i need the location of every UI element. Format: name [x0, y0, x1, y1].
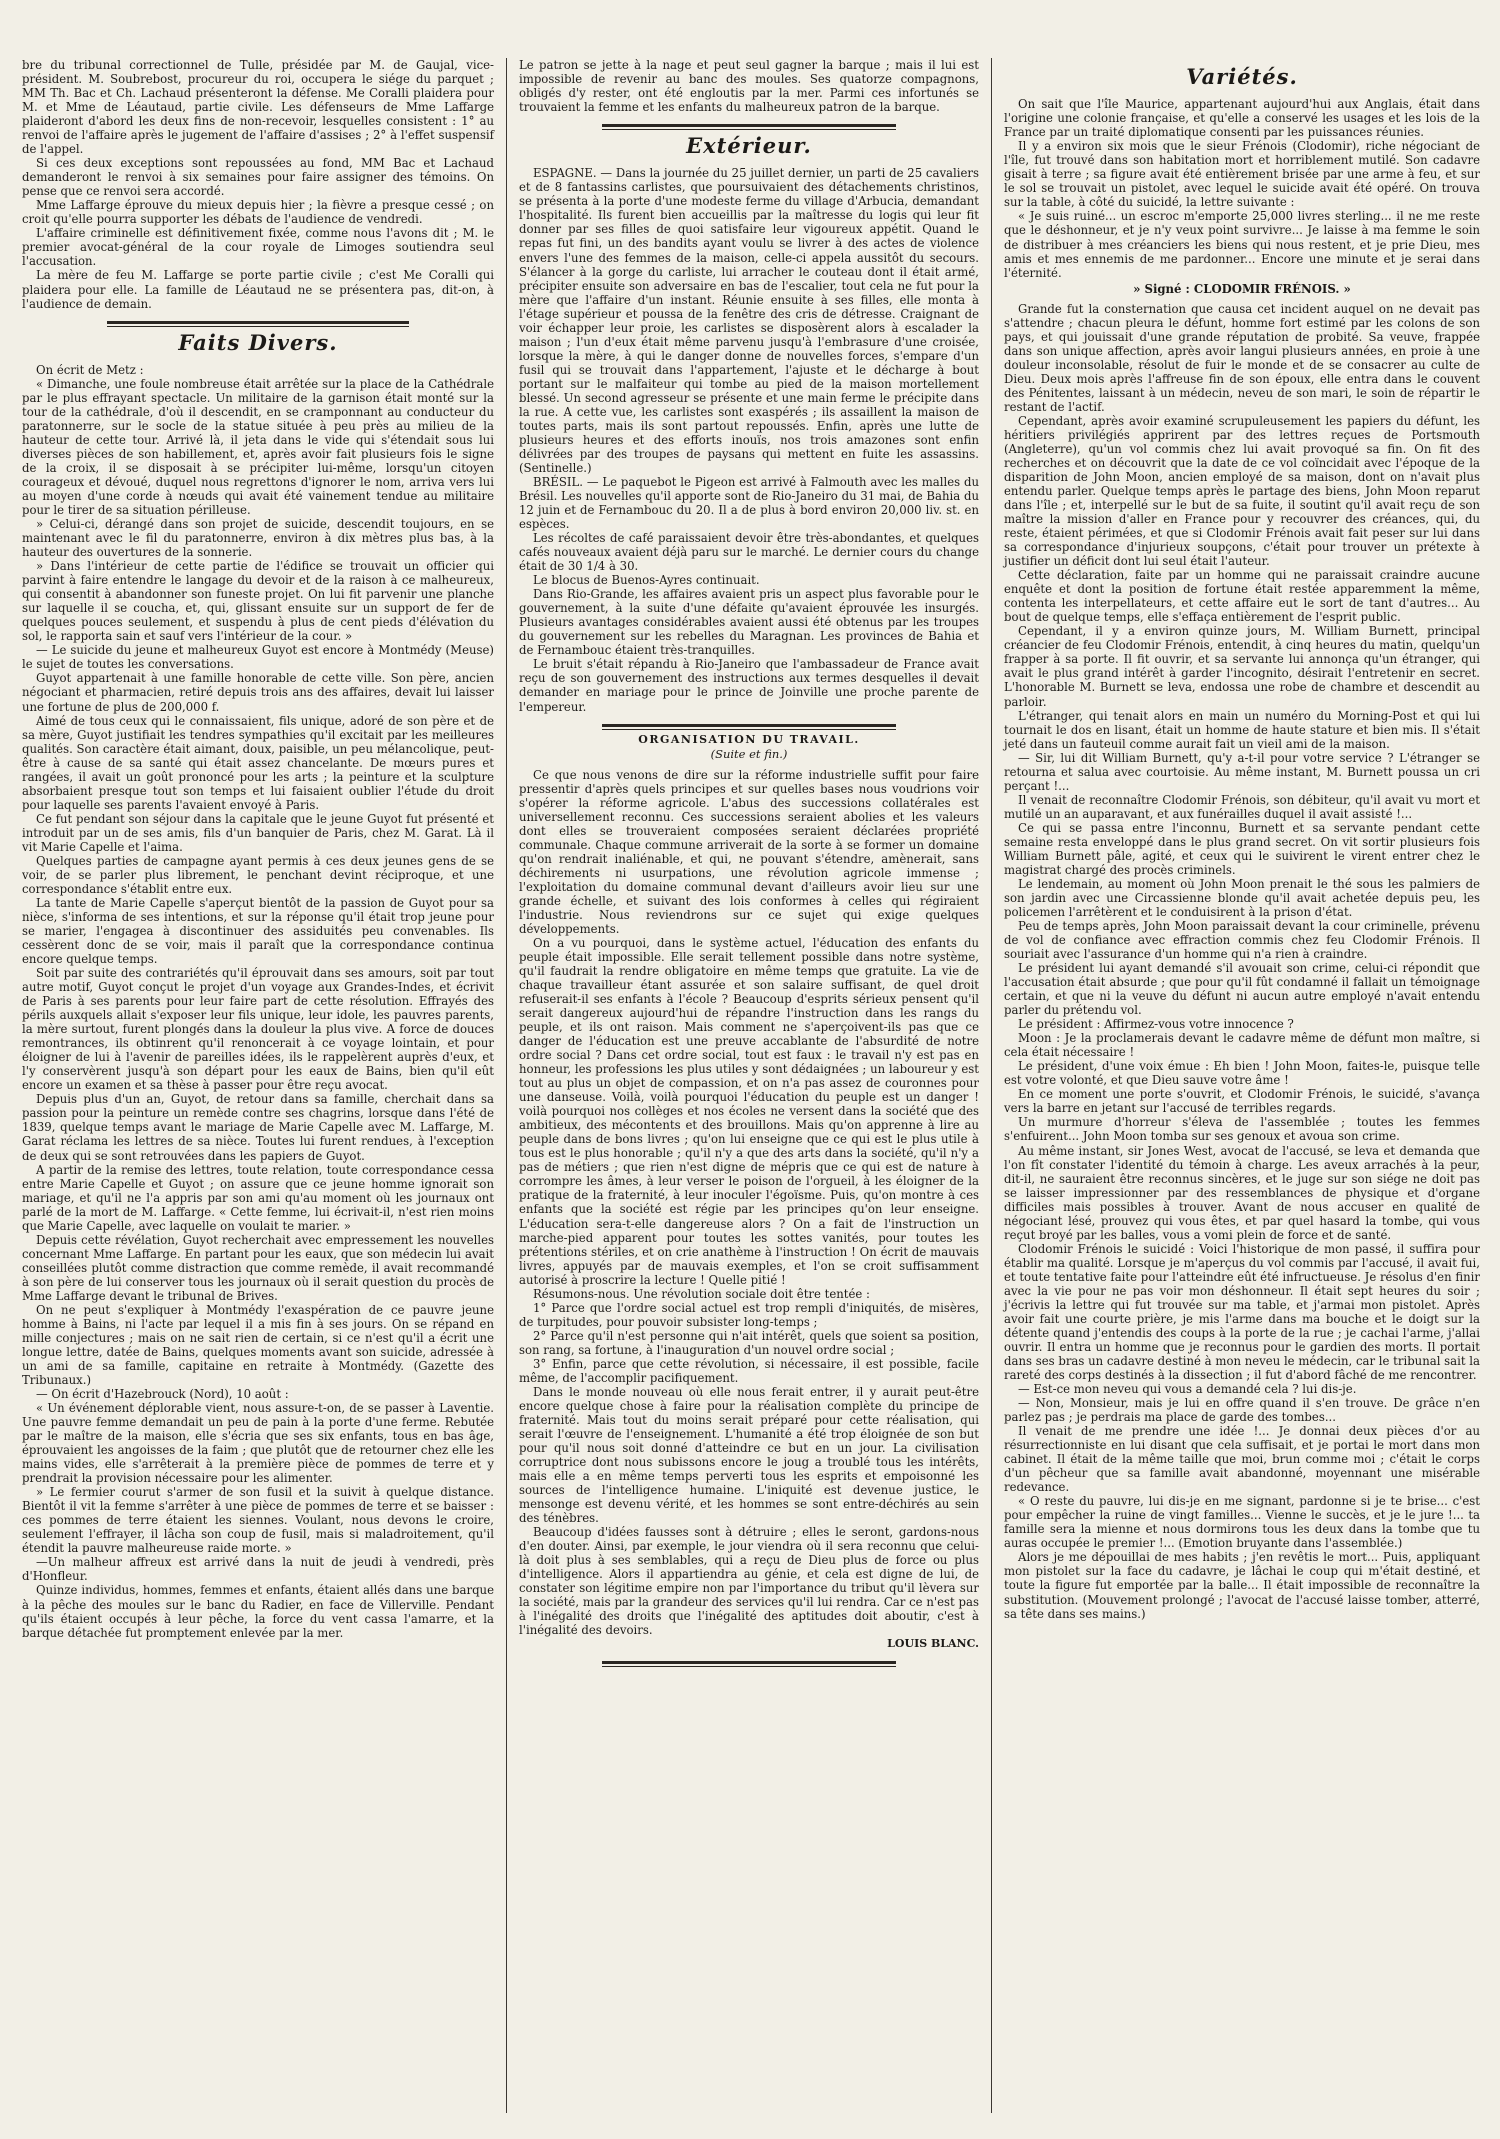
paragraph: 3° Enfin, parce que cette révolution, si nécessaire, il est possible, facile même, de l'accomplir pacifiquement. — [519, 1356, 979, 1385]
paragraph: L'affaire criminelle est définitivement fixée, comme nous l'avons dit ; M. le premier avocat-général de la cour royale de Limoges soutiendra seul l'accusation. — [22, 226, 494, 269]
section-heading-exterieur: Extérieur. — [686, 133, 812, 159]
paragraph: » Dans l'intérieur de cette partie de l'édifice se trouvait un officier qui parvint à faire entendre le langage du devoir et de la raison à ce malheureux, qui consentit à abandonner son funeste projet. On lui fit parvenir une planche sur laquelle il se coucha, et, qui, glissant ensuite sur un support de fer de quelques pouces seulement, et suspendu à plus de cent pieds d'élévation du sol, le rapporta sain et sauf vers l'intérieur de la cour. » — [22, 559, 494, 644]
section-divider — [602, 1661, 896, 1664]
section-divider — [602, 724, 896, 727]
paragraph: 1° Parce que l'ordre social actuel est trop rempli d'iniquités, de misères, de turpitudes, pour pouvoir subsister long-temps ; — [519, 1300, 979, 1329]
paragraph: » Le fermier courut s'armer de son fusil et la suivit à quelque distance. Bientôt il vit la femme s'arrêter à une pièce de pommes de terre et se baisser : ces pommes de terre étaient les siennes. Voulant, nous devons le croire, seulement l'effrayer, il lâcha son coup de fusil, mais si maladroitement, qu'il étendit la pauvre malheureuse raide morte. » — [22, 1485, 494, 1556]
paragraph: Le président : Affirmez-vous votre innocence ? — [1018, 1017, 1294, 1032]
paragraph: 2° Parce qu'il n'est personne qui n'ait intérêt, quels que soient sa position, son rang, sa fortune, à l'inauguration d'un nouvel ordre social ; — [519, 1328, 979, 1357]
paragraph: Un murmure d'horreur s'éleva de l'assemblée ; toutes les femmes s'enfuirent... John Moon tomba sur ses genoux et avoua son crime. — [1004, 1115, 1480, 1144]
paragraph: Depuis plus d'un an, Guyot, de retour dans sa famille, cherchait dans sa passion pour la peinture un remède contre ses chagrins, lorsque dans l'été de 1839, quelque temps avant le mariage de Marie Capelle avec M. Laffarge, M. Garat réclama les lettres de sa nièce. Toutes lui furent rendues, à l'exception de deux qui se sont retrouvées dans les papiers de Guyot. — [22, 1092, 494, 1163]
paragraph: Il venait de me prendre une idée !... Je donnai deux pièces d'or au résurrectionniste en lui disant que cela suffisait, et je portai le mort dans mon cabinet. Il était de la même taille que moi, brun comme moi ; c'était le corps d'un pêcheur que sa famille avait abandonné, moyennant une misérable redevance. — [1004, 1424, 1480, 1495]
column-1 — [22, 58, 506, 2113]
paragraph: Ce que nous venons de dire sur la réforme industrielle suffit pour faire pressentir d'après quels principes et sur quelles bases nous voudrions voir s'opérer la réforme agricole. L'abus des successions collatérales est universellement reconnu. Ces successions seraient abolies et les valeurs dont elles se trouveraient composées seraient déclarées propriété communale. Chaque commune arriverait de la sorte à se former un domaine qu'on rendrait inaliénable, et qui, ne pouvant s'étendre, amènerait, sans déchirements ni usurpations, une révolution agricole immense ; l'exploitation du domaine communal devant d'ailleurs avoir lieu sur une grande échelle, et suivant des lois conformes à celles qui régiraient l'industrie. Nous reviendrons sur ce sujet qui exige quelques développements. — [519, 767, 979, 936]
paragraph: La mère de feu M. Laffarge se porte partie civile ; c'est Me Coralli qui plaidera pour elle. La famille de Léautaud ne se présentera pas, dit-on, à l'audience de demain. — [22, 268, 494, 311]
paragraph: Le lendemain, au moment où John Moon prenait le thé sous les palmiers de son jardin avec une Circassienne blonde qu'il avait achetée depuis peu, les policemen l'arrêtèrent et le conduisirent à la prison d'état. — [1004, 876, 1480, 919]
paragraph: — Non, Monsieur, mais je lui en offre quand il s'en trouve. De grâce n'en parlez pas ; je perdrais ma place de garde des tombes... — [1004, 1396, 1480, 1425]
paragraph: En ce moment une porte s'ouvrit, et Clodomir Frénois, le suicidé, s'avança vers la barre en jetant sur l'accusé de terribles regards. — [1004, 1087, 1480, 1116]
paragraph: Dans Rio-Grande, les affaires avaient pris un aspect plus favorable pour le gouvernement, à la suite d'une défaite qu'avaient éprouvée les insurgés. Plusieurs avantages considérables avaient aussi été obtenus par les troupes du gouvernement sur les rebelles du Maragnan. Les provinces de Bahia et de Fernambouc étaient très-tranquilles. — [519, 587, 979, 658]
paragraph: Les récoltes de café paraissaient devoir être très-abondantes, et quelques cafés nouveaux avaient déjà paru sur le marché. Le dernier cours du change était de 30 1/4 à 30. — [519, 531, 979, 574]
paragraph: Peu de temps après, John Moon paraissait devant la cour criminelle, prévenu de vol de confiance avec effraction commis chez feu Clodomir Frénois. Il souriait avec l'assurance d'un homme qui n'a rien à craindre. — [1004, 919, 1480, 962]
section-heading-faits-divers: Faits Divers. — [178, 329, 338, 355]
paragraph: Il venait de reconnaître Clodomir Frénois, son débiteur, qu'il avait vu mort et mutilé un an auparavant, et aux funérailles duquel il avait assisté !... — [1004, 792, 1480, 821]
varietes-section — [1004, 97, 1480, 1620]
paragraph: Ce qui se passa entre l'inconnu, Burnett et sa servante pendant cette semaine resta enveloppé dans le plus grand secret. On vit sortir plusieurs fois William Burnett pâle, agité, et ceux qui le suivirent le virent entrer chez le magistrat chargé des procès criminels. — [1004, 820, 1480, 877]
paragraph: Quinze individus, hommes, femmes et enfants, étaient allés dans une barque à la pêche des moules sur le banc du Radier, en face de Villerville. Pendant qu'ils étaient occupés à leur pêche, la force du vent cassa l'amarre, et la barque détachée fut promptement enlevée par la mer. — [22, 1583, 494, 1640]
paragraph: — Le suicide du jeune et malheureux Guyot est encore à Montmédy (Meuse) le sujet de toutes les conversations. — [22, 643, 494, 672]
faits-divers-section — [22, 363, 494, 1640]
author-signature: LOUIS BLANC. — [887, 1637, 979, 1651]
paragraph: Il y a environ six mois que le sieur Frénois (Clodomir), riche négociant de l'île, fut trouvé dans son habitation mort et horriblement mutilé. Son cadavre gisait à terre ; sa figure avait été entièrement brisée par une arme à feu, et sur le sol se trouvait un pistolet, avec lequel le suicide avait été opéré. On trouva sur la table, à côté du suicidé, la lettre suivante : — [1004, 139, 1480, 210]
paragraph: Alors je me dépouillai de mes habits ; j'en revêtis le mort... Puis, appliquant mon pistolet sur la face du cadavre, je lâchai le coup qui m'était destiné, et toute la figure fut emportée par la balle... Il était impossible de reconnaître la substitution. (Mouvement prolongé ; l'avocat de l'accusé laisse tomber, atterré, sa tête dans ses mains.) — [1004, 1550, 1480, 1621]
section-heading-varietes: Variétés. — [1186, 64, 1298, 89]
paragraph: « Dimanche, une foule nombreuse était arrêtée sur la place de la Cathédrale par le plus effrayant spectacle. Un militaire de la garnison était monté sur la tour de la cathédrale, d'où il descendit, en se cramponnant au conducteur du paratonnerre, sur le socle de la statue située à peu près au milieu de la hauteur de cette tour. Arrivé là, il jeta dans le vide qui s'étendait sous lui diverses pièces de son habillement, et, après avoir fait plusieurs fois le signe de la croix, il se disposait à se précipiter lui-même, lorsqu'un citoyen courageux et dévoué, duquel nous regrettons d'ignorer le nom, arriva vers lui au moyen d'une corde à nœuds qui avait été vainement tendue au militaire pour le tirer de sa situation périlleuse. — [22, 376, 494, 518]
paragraph: Moon : Je la proclamerais devant le cadavre même de défunt mon maître, si cela était nécessaire ! — [1004, 1031, 1480, 1060]
column-3 — [992, 58, 1480, 2113]
paragraph: — On écrit d'Hazebrouck (Nord), 10 août : — [36, 1387, 289, 1402]
paragraph: Cette déclaration, faite par un homme qui ne paraissait craindre aucune enquête et dont la position de fortune était restée apparemment la même, contenta les interpellateurs, et cette affaire eut le sort de tant d'autres... Au bout de quelque temps, elle s'effaça entièrement de l'esprit public. — [1004, 568, 1480, 625]
paragraph: Résumons-nous. Une révolution sociale doit être tentée : — [533, 1286, 870, 1301]
paragraph: A partir de la remise des lettres, toute relation, toute correspondance cessa entre Marie Capelle et Guyot ; on assure que ce jeune homme ignorait son mariage, et qu'il ne l'a appris par son ami qu'au moment où les journaux ont parlé de la mort de M. Laffarge. « Cette femme, lui écrivait-il, n'est rien moins que Marie Capelle, avec laquelle on voulait te marier. » — [22, 1162, 494, 1233]
exterieur-section — [519, 166, 979, 713]
paragraph: On sait que l'île Maurice, appartenant aujourd'hui aux Anglais, était dans l'origine une colonie française, et qu'elle a conservé les usages et les lois de la France par un traité diplomatique consenti par les puissances réunies. — [1004, 97, 1480, 140]
paragraph: Dans le monde nouveau où elle nous ferait entrer, il y aurait peut-être encore quelque chose à faire pour la réalisation complète du principe de fraternité. Mais tout du moins serait préparé pour cette réalisation, qui serait l'œuvre de l'enseignement. L'humanité a été trop éloignée de son but pour qu'il nous soit donné d'atteindre ce but en un jour. La civilisation corruptrice dont nous subissons encore le joug a troublé tous les intérêts, mais elle a en même temps perverti tous les esprits et empoisonné les sources de l'intelligence humaine. L'iniquité est devenue justice, le mensonge est devenu vérité, et les hommes se sont entre-déchirés au sein des ténèbres. — [519, 1384, 979, 1526]
paragraph: Le patron se jette à la nage et peut seul gagner la barque ; mais il lui est impossible de revenir au banc des moules. Ses quatorze compagnons, obligés d'y rester, ont été engloutis par la mer. Parmi ces infortunés se trouvaient la femme et les enfants du malheureux patron de la barque. — [519, 58, 979, 115]
paragraph: Soit par suite des contrariétés qu'il éprouvait dans ses amours, soit par tout autre motif, Guyot conçut le projet d'un voyage aux Grandes-Indes, et écrivit de Paris à ses parents pour leur faire part de cette résolution. Effrayés des périls auxquels allait s'exposer leur fils unique, leur idole, les pauvres parents, la mère surtout, furent plongés dans la douleur la plus vive. A force de douces remontrances, ils obtinrent qu'il renoncerait à ce voyage lointain, et pour éloigner de lui à l'avenir de pareilles idées, ils le rappelèrent auprès d'eux, et l'y conservèrent jusqu'à son départ pour les eaux de Bains, bien qu'il eût encore un examen et sa thèse à passer pour être reçu avocat. — [22, 966, 494, 1093]
paragraph: bre du tribunal correctionnel de Tulle, présidée par M. de Gaujal, vice-président. M. Soubrebost, procureur du roi, occupera le siége du parquet ; MM Th. Bac et Ch. Lachaud présenteront la défense. Me Coralli plaidera pour M. et Mme de Léautaud, partie civile. Les défenseurs de Mme Laffarge plaideront d'abord les deux fins de non-recevoir, lesquelles consistent : 1° au renvoi de l'affaire après le jugement de l'affaire d'assises ; 2° à l'effet suspensif de l'appel. — [22, 58, 494, 157]
article-heading-organisation: ORGANISATION DU TRAVAIL. — [638, 732, 860, 746]
paragraph: — Est-ce mon neveu qui vous a demandé cela ? lui dis-je. — [1018, 1382, 1357, 1397]
paragraph: Cependant, il y a environ quinze jours, M. William Burnett, principal créancier de feu Clodomir Frénois, entendit, à cinq heures du matin, quelqu'un frapper à sa porte. Il fit ouvrir, et sa servante lui annonça qu'un étranger, qui avait le plus grand intérêt à garder l'incognito, désirait l'entretenir en secret. L'honorable M. Burnett se leva, endossa une robe de chambre et descendit au parloir. — [1004, 624, 1480, 709]
paragraph: Aimé de tous ceux qui le connaissaient, fils unique, adoré de son père et de sa mère, Guyot justifiait les tendres sympathies qu'il excitait par les meilleures qualités. Son caractère était aimant, doux, paisible, un peu mélancolique, peut-être à cause de sa santé qui était assez chancelante. De mœurs pures et rangées, il avait un goût prononcé pour les arts ; la peinture et la sculpture absorbaient presque tout son temps et lui faisaient oublier l'étude du droit pour laquelle ses parents l'avaient envoyé à Paris. — [22, 713, 494, 812]
paragraph: « Un événement déplorable vient, nous assure-t-on, de se passer à Laventie. Une pauvre femme demandait un peu de pain à la porte d'une ferme. Rebutée par le maître de la maison, elle s'écria que ses six enfants, tous en bas âge, éprouvaient les angoisses de la faim ; que plutôt que de retourner chez elle les mains vides, elle s'arrêterait à la première pièce de pommes de terre et y prendrait la provision nécessaire pour les alimenter. — [22, 1401, 494, 1486]
paragraph: « O reste du pauvre, lui dis-je en me signant, pardonne si je te brise... c'est pour empêcher la ruine de vingt familles... Vienne le succès, et je le jure !... ta famille sera la mienne et nous dormirons tous les deux dans la tombe que tu auras occupée le premier !... (Emotion bruyante dans l'assemblée.) — [1004, 1494, 1480, 1551]
paragraph: ESPAGNE. — Dans la journée du 25 juillet dernier, un parti de 25 cavaliers et de 8 fantassins carlistes, que poursuivaient des détachements christinos, se présenta à la porte d'une modeste ferme du village d'Arbucia, demandant l'hospitalité. Ils furent bien accueillis par la maîtresse du logis qui leur fit donner par ses filles de quoi satisfaire leur vigoureux appétit. Quand le repas fut fini, un des bandits ayant voulu se livrer à des actes de violence envers l'une des femmes de la maison, celle-ci appela aussitôt du secours. S'élancer à la gorge du carliste, lui arracher le couteau dont il était armé, précipiter ensuite son adversaire en bas de l'escalier, tout cela ne fut pour la mère que l'affaire d'un instant. Réunie ensuite à ses filles, elle monta à l'étage supérieur et poussa de la fenêtre des cris de détresse. Craignant de voir échapper leur proie, les carlistes se disposèrent alors à escalader la maison ; l'un d'eux était même parvenu jusqu'à l'embrasure d'une croisée, lorsque la mère, à qui le danger donne de nouvelles forces, s'empare d'un fusil qui se trouvait dans l'appartement, l'ajuste et le décharge à bout portant sur le malfaiteur qui tombe au pied de la maison mortellement blessé. Un second agresseur se présente et une main ferme le précipite dans la rue. A cette vue, les carlistes sont exaspérés ; ils assaillent la maison de toutes parts, mais ils sont partout repoussés. Enfin, après une lutte de plusieurs heures et des efforts inouïs, nos trois amazones sont enfin délivrées par des troupes de paysans qui mettent en fuite les assassins. (Sentinelle.) — [519, 166, 979, 475]
paragraph: Le président lui ayant demandé s'il avouait son crime, celui-ci répondit que l'accusation était absurde ; que pour qu'il fût condamné il fallait un témoignage certain, et que ni la veuve du défunt ni aucun autre employé n'avait entendu parler du prétendu vol. — [1004, 961, 1480, 1018]
section-divider — [107, 321, 409, 324]
paragraph: Cependant, après avoir examiné scrupuleusement les papiers du défunt, les héritiers privilégiés apprirent par des lettres reçues de Portsmouth (Angleterre), qu'un vol commis chez lui avait provoqué sa fin. On fit des recherches et on découvrit que la date de ce vol coïncidait avec l'époque de la disparition de John Moon, ancien employé de sa maison, dont on n'avait plus entendu parler. Quelque temps après le partage des biens, John Moon reparut dans l'île ; et, interpellé sur le but de sa fuite, il soutint qu'il avait reçu de son maître la mission d'aller en France pour y recouvrer des créances, qui, du reste, étaient périmées, et que si Clodomir Frénois avait fait peser sur lui dans sa correspondance d'injurieux soupçons, c'était pour trouver un prétexte à justifier un déficit dont lui seul était l'auteur. — [1004, 413, 1480, 569]
columns — [22, 58, 1478, 2113]
paragraph: Le président, d'une voix émue : Eh bien ! John Moon, faites-le, puisque telle est votre volonté, et que Dieu sauve votre âme ! — [1004, 1059, 1480, 1088]
paragraph: Ce fut pendant son séjour dans la capitale que le jeune Guyot fut présenté et introduit par un de ses amis, fils d'un banquier de Paris, chez M. Garat. Là il vit Marie Capelle et l'aima. — [22, 811, 494, 854]
section-divider — [602, 124, 896, 127]
paragraph: La tante de Marie Capelle s'aperçut bientôt de la passion de Guyot pour sa nièce, s'informa de ses intentions, et sur la réponse qu'il était trop jeune pour se marier, l'engagea à discontinuer des assiduités peu convenables. Ils cessèrent donc de se voir, mais il paraît que la correspondance continua encore quelque temps. — [22, 895, 494, 967]
paragraph: Mme Laffarge éprouve du mieux depuis hier ; la fièvre a presque cessé ; on croit qu'elle pourra supporter les débats de l'audience de vendredi. — [22, 198, 494, 227]
organisation-article — [519, 768, 979, 1638]
paragraph: Au même instant, sir Jones West, avocat de l'accusé, se leva et demanda que l'on fît constater l'identité du témoin à charge. Les aveux arrachés à la peur, dit-il, ne sauraient être reconnus sincères, et le juge sur son siége ne doit pas se laisser impressionner par des ressemblances de physique et d'organe difficiles mais possibles à trouver. Avant de nous accuser en qualité de négociant lésé, prouvez qui vous êtes, et par quel hasard la tombe, qui vous reçut broyé par les balles, vous a vomi plein de force et de santé. — [1004, 1143, 1480, 1242]
paragraph: BRÉSIL. — Le paquebot le Pigeon est arrivé à Falmouth avec les malles du Brésil. Les nouvelles qu'il apporte sont de Rio-Janeiro du 31 mai, de Bahia du 12 juin et de Fernambouc du 20. Il a de plus à bord environ 20,000 liv. st. en espèces. — [519, 475, 979, 532]
paragraph: Si ces deux exceptions sont repoussées au fond, MM Bac et Lachaud demanderont le renvoi à six semaines pour faire assigner des témoins. On pense que ce renvoi sera accordé. — [22, 156, 494, 199]
paragraph: On ne peut s'expliquer à Montmédy l'exaspération de ce pauvre jeune homme à Bains, ni l'acte par lequel il a mis fin à ses jours. On se répand en mille conjectures ; mais on ne sait rien de certain, si ce n'est qu'il a écrit une longue lettre, datée de Bains, quelques moments avant son suicide, adressée à un ami de sa famille, capitaine en retraite à Montmédy. (Gazette des Tribunaux.) — [22, 1302, 494, 1387]
paragraph: —Un malheur affreux est arrivé dans la nuit de jeudi à vendredi, près d'Honfleur. — [22, 1555, 494, 1584]
letter-signature: » Signé : CLODOMIR FRÉNOIS. » — [1133, 281, 1351, 296]
paragraph: Le blocus de Buenos-Ayres continuait. — [533, 573, 760, 588]
paragraph: Quelques parties de campagne ayant permis à ces deux jeunes gens de se voir, de se parler plus librement, le penchant devint réciproque, et une correspondance s'établit entre eux. — [22, 853, 494, 896]
column-2 — [507, 58, 991, 2113]
paragraph: Clodomir Frénois le suicidé : Voici l'historique de mon passé, il suffira pour établir ma qualité. Lorsque je m'aperçus du vol commis par l'accusé, il avait fui, et toute tentative faite pour l'atteindre eût été infructueuse. Je résolus d'en finir avec la vie pour ne pas voir mon déshonneur. Il était sept heures du soir ; j'écrivis la lettre qui fut trouvée sur ma table, et j'armai mon pistolet. Après avoir fait une courte prière, je mis l'arme dans ma bouche et le doigt sur la détente quand j'entendis des coups à la porte de la rue ; je cachai l'arme, j'allai ouvrir. Il entra un homme que je reconnus pour le gardien des morts. Il portait dans ses bras un cadavre destiné à mon neveu le médecin, car le tribunal sait la rareté des corps destinés à la dissection ; il fut d'abord fâché de me rencontrer. — [1004, 1241, 1480, 1382]
paragraph: « Je suis ruiné... un escroc m'emporte 25,000 livres sterling... il ne me reste que le déshonneur, et je n'y veux point survivre... Je laisse à ma femme le soin de distribuer à mes créanciers les biens qui nous restent, et je prie Dieu, mes amis et mes ennemis de me pardonner... Encore une minute et je serai dans l'éternité. — [1004, 209, 1480, 280]
paragraph: Grande fut la consternation que causa cet incident auquel on ne devait pas s'attendre ; chacun pleura le défunt, homme fort estimé par les colons de son pays, et qui jouissait d'une grande réputation de probité. Sa veuve, frappée dans son unique affection, après avoir langui plusieurs années, en proie à une douleur inconsolable, résolut de fuir le monde et de se consacrer au culte de Dieu. Deux mois après l'affreuse fin de son époux, elle entra dans le couvent des Pénitentes, laissant à un médecin, neveu de son mari, le soin de répartir le restant de l'actif. — [1004, 301, 1480, 414]
article-subtitle: (Suite et fin.) — [710, 746, 788, 761]
tribunal-report — [22, 58, 494, 311]
paragraph: » Celui-ci, dérangé dans son projet de suicide, descendit toujours, en se maintenant avec le fil du paratonnerre, environ à dix mètres plus bas, à la hauteur des ouvertures de la sonnerie. — [22, 517, 494, 560]
paragraph: On écrit de Metz : — [36, 362, 144, 377]
paragraph: Beaucoup d'idées fausses sont à détruire ; elles le seront, gardons-nous d'en douter. Ainsi, par exemple, le jour viendra où il sera reconnu que celui-là doit plus à ses semblables, qui a reçu de Dieu plus de force ou plus d'intelligence. Alors il appartiendra au génie, et cela est digne de lui, de constater son légitime empire non par l'importance du tribut qu'il lèvera sur la société, mais par la grandeur des services qu'il lui rendra. Car ce n'est pas à l'inégalité des droits que l'inégalité des aptitudes doit aboutir, c'est à l'inégalité des devoirs. — [519, 1525, 979, 1638]
paragraph: Guyot appartenait à une famille honorable de cette ville. Son père, ancien négociant et pharmacien, retiré depuis trois ans des affaires, devait lui laisser une fortune de plus de 200,000 f. — [22, 671, 494, 714]
paragraph: — Sir, lui dit William Burnett, qu'y a-t-il pour votre service ? L'étranger se retourna et salua avec courtoisie. Au même instant, M. Burnett poussa un cri perçant !... — [1004, 750, 1480, 793]
paragraph: Depuis cette révélation, Guyot recherchait avec empressement les nouvelles concernant Mme Laffarge. En partant pour les eaux, que son médecin lui avait conseillées plutôt comme distraction que comme remède, il avait recommandé à son père de lui conserver tous les journaux où il serait question du procès de Mme Laffarge devant le tribunal de Brives. — [22, 1232, 494, 1303]
paragraph: L'étranger, qui tenait alors en main un numéro du Morning-Post et qui lui tournait le dos en lisant, était un homme de haute stature et bien mis. Il s'était jeté dans un fauteuil comme aurait fait un vieil ami de la maison. — [1004, 708, 1480, 751]
paragraph: On a vu pourquoi, dans le système actuel, l'éducation des enfants du peuple était impossible. Elle serait tellement possible dans notre système, qu'il faudrait la rendre obligatoire en même temps que gratuite. La vie de chaque travailleur étant assurée et son salaire suffisant, de quel droit refuserait-il ses enfants à l'école ? Beaucoup d'esprits sérieux pensent qu'il serait dangereux aujourd'hui de répandre l'instruction dans les rangs du peuple, et ils ont raison. Mais comment ne s'aperçoivent-ils pas que ce danger de l'éducation est une preuve accablante de l'absurdité de notre ordre social ? Dans cet ordre social, tout est faux : le travail n'y est pas en honneur, les professions les plus utiles y sont dédaignées ; un laboureur y est tout au plus un objet de compassion, et on n'a pas assez de couronnes pour une danseuse. Voilà, voilà pourquoi l'éducation du peuple est un danger ! voilà pourquoi nos collèges et nos écoles ne versent dans la société que des ambitieux, des mécontents et des brouillons. Mais qu'on apprenne à lire au peuple dans de bons livres ; qu'on lui enseigne que ce qui est le plus utile à tous est le plus honorable ; qu'il n'y a que des arts dans la société, qu'il n'y a pas de métiers ; que rien n'est digne de mépris que ce qui est de nature à corrompre les âmes, à leur verser le poison de l'orgueil, à les éloigner de la pratique de la fraternité, à leur inoculer l'égoïsme. Puis, qu'on montre à ces enfants que la société est régie par les principes qu'on leur enseigne. L'éducation sera-t-elle dangereuse alors ? On a fait de l'instruction un marche-pied apparent pour toutes les sottes vanités, pour toutes les prétentions stériles, et on crie anathème à l'instruction ! On écrit de mauvais livres, appuyés par de mauvais exemples, et l'on se croit suffisamment autorisé à proscrire la lecture ! Quelle pitié ! — [519, 935, 979, 1287]
paragraph: Le bruit s'était répandu à Rio-Janeiro que l'ambassadeur de France avait reçu de son gouvernement des instructions aux termes desquelles il devait demander en mariage pour le prince de Joinville une proche parente de l'empereur. — [519, 657, 979, 714]
